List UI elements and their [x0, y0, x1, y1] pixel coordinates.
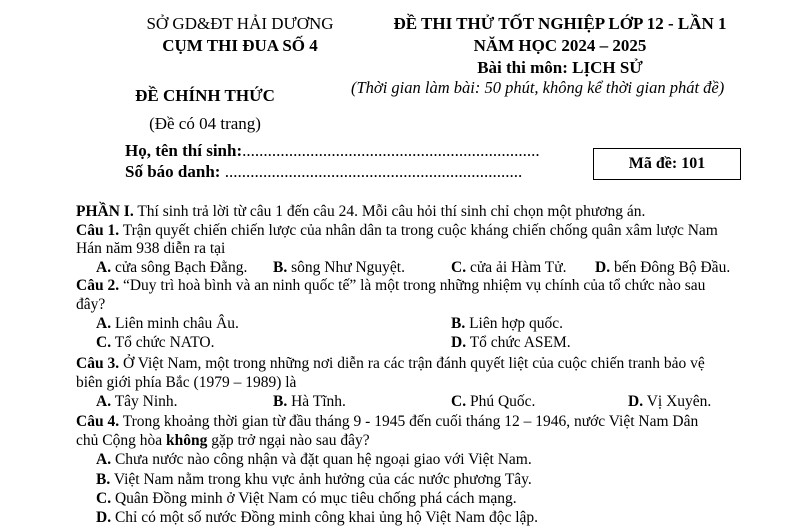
option-text: sông Như Nguyệt. — [291, 259, 405, 276]
option-3b[interactable] — [273, 393, 346, 411]
option-letter: A. — [96, 315, 112, 332]
option-text: Chưa nước nào công nhận và đặt quan hệ ngoại giao với Việt Nam. — [114, 451, 532, 468]
option-2b[interactable] — [451, 315, 563, 333]
option-letter: C. — [451, 393, 467, 410]
exam-title: ĐỀ THI THỬ TỐT NGHIỆP LỚP 12 - LẦN 1 — [393, 14, 727, 33]
question-1-line-1 — [76, 222, 718, 240]
option-1b[interactable] — [273, 259, 405, 277]
part-title: PHẦN I. — [76, 203, 134, 220]
official-label: ĐỀ CHÍNH THỨC — [135, 86, 275, 105]
option-text: cửa sông Bạch Đằng. — [114, 259, 248, 276]
question-text: Ở Việt Nam, một trong những nơi diễn ra các trận đánh quyết liệt của cuộc chiến tranh bảo vệ — [122, 355, 705, 372]
option-letter: D. — [96, 509, 112, 526]
question-text: chủ Cộng hòa — [76, 432, 163, 449]
option-text: Tổ chức NATO. — [114, 334, 215, 351]
option-4a[interactable] — [96, 451, 532, 469]
school-year: NĂM HỌC 2024 – 2025 — [473, 36, 647, 55]
candidate-name-row — [125, 141, 540, 161]
option-3d[interactable] — [628, 393, 711, 411]
option-1d[interactable] — [595, 259, 730, 277]
option-3a[interactable] — [96, 393, 178, 411]
question-text: Trong khoảng thời gian từ đầu tháng 9 - 1945 đến cuối tháng 12 – 1946, nước Việt Nam Dân — [122, 413, 699, 430]
candidate-name-field[interactable]: ...................................................................... — [242, 141, 540, 160]
question-number: Câu 4. — [76, 413, 120, 430]
time-note: (Thời gian làm bài: 50 phút, không kể thời gian phát đề) — [351, 78, 725, 97]
option-text: Vị Xuyên. — [646, 393, 712, 410]
page-count: (Đề có 04 trang) — [149, 114, 261, 133]
option-text: Liên minh châu Âu. — [114, 315, 239, 332]
question-text: “Duy trì hoà bình và an ninh quốc tế” là một trong những nhiệm vụ chính của tổ chức nào sau — [122, 277, 706, 294]
option-letter: C. — [96, 334, 112, 351]
option-letter: B. — [451, 315, 466, 332]
question-text: gặp trở ngại nào sau đây? — [211, 432, 370, 449]
option-2c[interactable] — [96, 334, 215, 352]
question-4-line-2 — [76, 432, 370, 450]
option-text: Phú Quốc. — [469, 393, 536, 410]
option-letter: B. — [273, 259, 288, 276]
option-4d[interactable] — [96, 509, 538, 527]
option-text: Liên hợp quốc. — [469, 315, 563, 332]
option-text: bến Đông Bộ Đầu. — [613, 259, 731, 276]
question-number: Câu 1. — [76, 222, 120, 239]
option-text: Tổ chức ASEM. — [469, 334, 571, 351]
part-instruction-text: Thí sinh trả lời từ câu 1 đến câu 24. Mỗi câu hỏi thí sinh chỉ chọn một phương án. — [137, 203, 646, 220]
exam-code-box — [593, 148, 741, 180]
option-text: Chỉ có một số nước Đồng minh công khai ủng hộ Việt Nam độc lập. — [114, 509, 539, 526]
option-letter: C. — [96, 490, 112, 507]
question-3-line-1 — [76, 355, 705, 373]
option-1a[interactable] — [96, 259, 247, 277]
option-3c[interactable] — [451, 393, 535, 411]
option-letter: B. — [273, 393, 288, 410]
question-number: Câu 3. — [76, 355, 120, 372]
exam-code: Mã đề: 101 — [628, 155, 706, 172]
option-text: Hà Tĩnh. — [291, 393, 346, 410]
option-letter: D. — [628, 393, 644, 410]
question-text: Trận quyết chiến chiến lược của nhân dân ta trong cuộc kháng chiến chống quân xâm lược Nam — [122, 222, 718, 239]
option-letter: D. — [595, 259, 611, 276]
option-letter: D. — [451, 334, 467, 351]
option-letter: A. — [96, 451, 112, 468]
question-keyword: không — [165, 432, 208, 449]
department-name: SỞ GD&ĐT HẢI DƯƠNG — [146, 14, 334, 33]
option-4c[interactable] — [96, 490, 517, 508]
option-2d[interactable] — [451, 334, 571, 352]
question-2-line-2: đây? — [76, 296, 106, 313]
option-1c[interactable] — [451, 259, 567, 277]
option-text: Tây Ninh. — [114, 393, 178, 410]
option-2a[interactable] — [96, 315, 239, 333]
candidate-id-row — [125, 162, 522, 182]
candidate-name-label: Họ, tên thí sinh: — [125, 141, 243, 160]
candidate-id-label: Số báo danh: — [125, 162, 221, 181]
option-text: Quân Đồng minh ở Việt Nam có mục tiêu chống phá cách mạng. — [114, 490, 517, 507]
option-letter: A. — [96, 393, 112, 410]
question-number: Câu 2. — [76, 277, 120, 294]
question-1-line-2: Hán năm 938 diễn ra tại — [76, 240, 226, 257]
option-text: cửa ải Hàm Tử. — [469, 259, 567, 276]
cluster-name: CỤM THI ĐUA SỐ 4 — [162, 36, 318, 55]
candidate-id-field[interactable]: ...................................................................... — [224, 162, 523, 181]
option-letter: C. — [451, 259, 467, 276]
option-text: Việt Nam nằm trong khu vực ảnh hưởng của các nước phương Tây. — [113, 471, 532, 488]
subject: Bài thi môn: LỊCH SỬ — [477, 58, 643, 77]
question-2-line-1 — [76, 277, 705, 295]
question-3-line-2: biên giới phía Bắc (1979 – 1989) là — [76, 374, 297, 391]
question-4-line-1 — [76, 413, 698, 431]
part-instruction — [76, 203, 645, 221]
option-4b[interactable] — [96, 471, 532, 489]
option-letter: B. — [96, 471, 111, 488]
option-letter: A. — [96, 259, 112, 276]
